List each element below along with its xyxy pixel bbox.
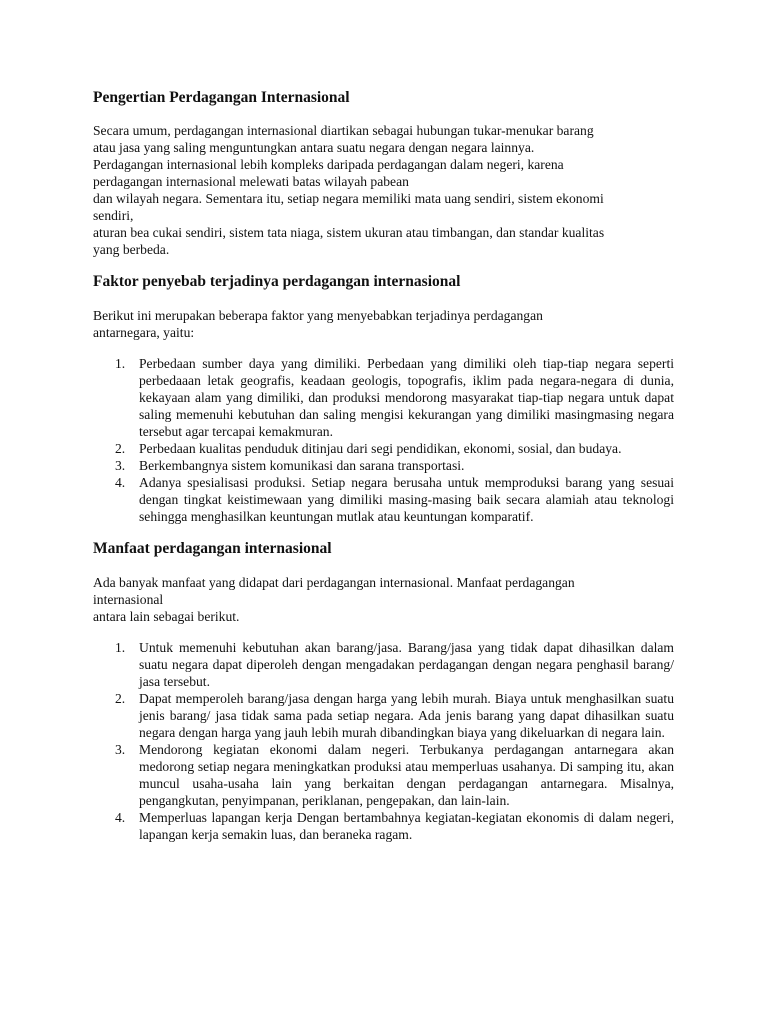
- faktor-list: [93, 355, 674, 525]
- list-item-number: 4.: [115, 475, 126, 490]
- list-item-number: 2.: [115, 441, 126, 456]
- section-title-faktor: Faktor penyebab terjadinya perdagangan internasional: [93, 273, 461, 290]
- list-item-number: 1.: [115, 356, 126, 371]
- list-item-text: Perbedaan kualitas penduduk ditinjau dari segi pendidikan, ekonomi, sosial, dan budaya.: [139, 441, 622, 456]
- paragraph-line: atau jasa yang saling menguntungkan antara suatu negara dengan negara lainnya.: [93, 140, 535, 155]
- list-item-number: 4.: [115, 810, 126, 825]
- section-paragraph-pengertian: [93, 122, 674, 258]
- paragraph-line: Perdagangan internasional lebih kompleks daripada perdagangan dalam negeri, karena: [93, 157, 564, 172]
- paragraph-line: yang berbeda.: [93, 242, 170, 257]
- intro-line: antara lain sebagai berikut.: [93, 609, 240, 624]
- list-item-text: Dapat memperoleh barang/jasa dengan harga yang lebih murah. Biaya untuk menghasilkan suatu jenis barang/ jasa tidak sama pada setiap negara. Ada jenis barang yang dapat dihasilkan suatu negara dengan harga yang jauh lebih murah dibandingkan biaya yang dikeluarkan di negara lain.: [139, 691, 674, 740]
- list-item-text: Adanya spesialisasi produksi. Setiap negara berusaha untuk memproduksi barang yang sesuai dengan tingkat keistimewaan yang dimiliki masing-masing baik secara alamiah atau teknologi sehingga menghasilkan keuntungan mutlak atau keuntungan komparatif.: [139, 475, 674, 524]
- section-intro-manfaat: [93, 574, 674, 625]
- paragraph-line: sendiri,: [93, 208, 134, 223]
- intro-line: internasional: [93, 592, 164, 607]
- list-item: [93, 355, 674, 440]
- paragraph-line: Secara umum, perdagangan internasional diartikan sebagai hubungan tukar-menukar barang: [93, 123, 594, 138]
- paragraph-line: aturan bea cukai sendiri, sistem tata niaga, sistem ukuran atau timbangan, dan standar kualitas: [93, 225, 605, 240]
- list-item-text: Perbedaan sumber daya yang dimiliki. Perbedaan yang dimiliki oleh tiap-tiap negara seperti perbedaaan letak geografis, keadaan geologis, topografis, iklim pada negara-negara di dunia, kekayaan alam yang dimiliki, dan produksi mendorong masyarakat tiap-tiap negara untuk dapat saling memenuhi kebutuhan dan saling mengisi kekurangan yang dimiliki masingmasing negara tersebut agar tercapai kemakmuran.: [139, 356, 674, 439]
- paragraph-line: dan wilayah negara. Sementara itu, setiap negara memiliki mata uang sendiri, sistem ekonomi: [93, 191, 604, 206]
- section-title-manfaat: Manfaat perdagangan internasional: [93, 540, 332, 557]
- section-intro-faktor: [93, 307, 674, 341]
- list-item: [93, 440, 674, 457]
- list-item-number: 2.: [115, 691, 126, 706]
- intro-line: Ada banyak manfaat yang didapat dari perdagangan internasional. Manfaat perdagangan: [93, 575, 575, 590]
- list-item: [93, 474, 674, 525]
- intro-line: Berikut ini merupakan beberapa faktor yang menyebabkan terjadinya perdagangan: [93, 308, 543, 323]
- paragraph-line: perdagangan internasional melewati batas wilayah pabean: [93, 174, 409, 189]
- list-item-text: Memperluas lapangan kerja Dengan bertambahnya kegiatan-kegiatan ekonomis di dalam negeri, lapangan kerja semakin luas, dan beraneka ragam.: [139, 810, 674, 842]
- intro-line: antarnegara, yaitu:: [93, 325, 195, 340]
- list-item-text: Untuk memenuhi kebutuhan akan barang/jasa. Barang/jasa yang tidak dapat dihasilkan dalam suatu negara dapat diperoleh dengan mengadakan perdagangan dengan negara penghasil barang/ jasa tersebut.: [139, 640, 674, 689]
- list-item-text: Mendorong kegiatan ekonomi dalam negeri. Terbukanya perdagangan antarnegara akan medorong setiap negara meningkatkan produksi atau memperluas usahanya. Di samping itu, akan muncul usaha-usaha lain yang berkaitan dengan perdagangan antarnegara. Misalnya, pengangkutan, penyimpanan, periklanan, pengepakan, dan lain-lain.: [139, 742, 674, 808]
- section-title-pengertian: Pengertian Perdagangan Internasional: [93, 89, 350, 106]
- list-item-number: 3.: [115, 458, 126, 473]
- manfaat-list: [93, 639, 674, 843]
- list-item: [93, 457, 674, 474]
- list-item: [93, 639, 674, 690]
- list-item: [93, 809, 674, 843]
- list-item: [93, 741, 674, 809]
- list-item-text: Berkembangnya sistem komunikasi dan sarana transportasi.: [139, 458, 465, 473]
- list-item-number: 1.: [115, 640, 126, 655]
- list-item-number: 3.: [115, 742, 126, 757]
- list-item: [93, 690, 674, 741]
